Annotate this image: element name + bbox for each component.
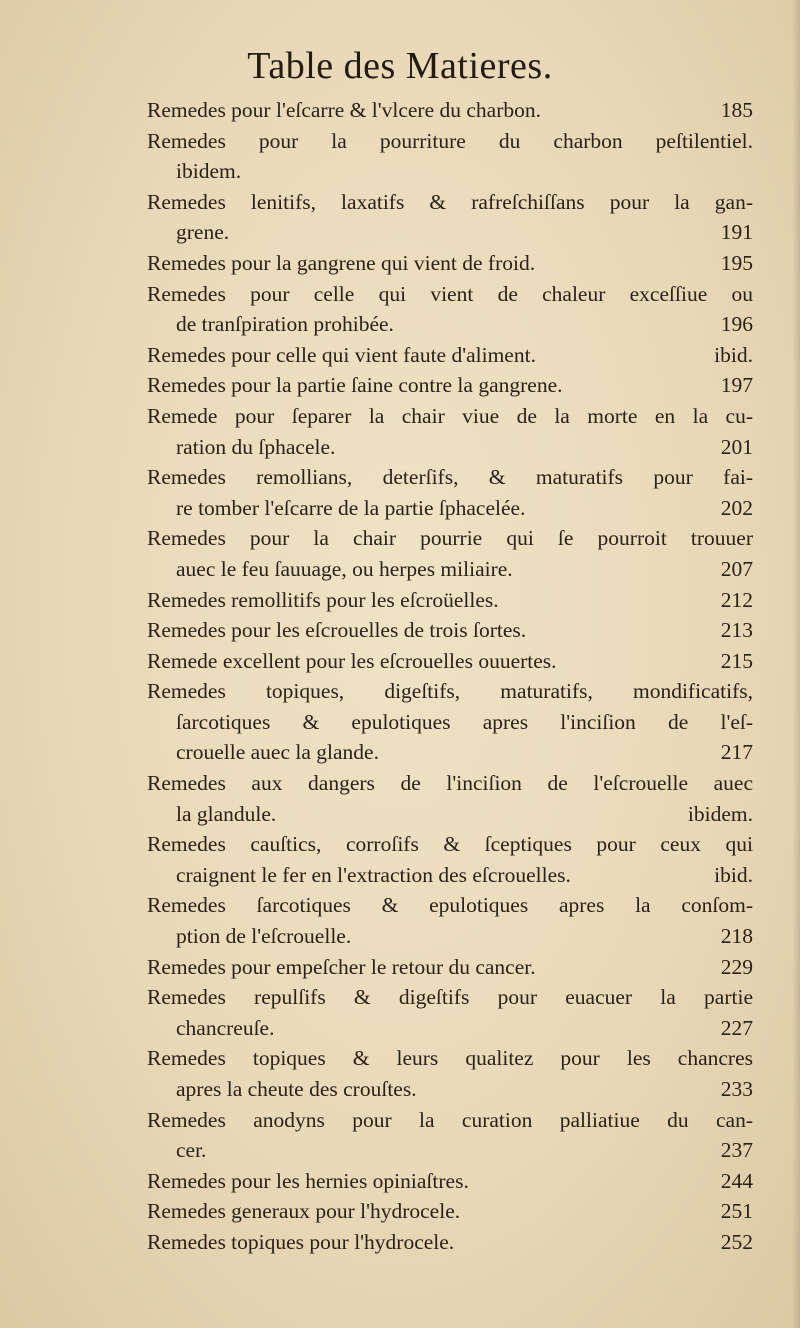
toc-entry-text: Remedes pour les hernies opiniaſtres.: [147, 1168, 469, 1193]
toc-entry: [147, 370, 753, 401]
toc-entry-text: Remedes lenitifs, laxatifs & rafreſchiſſans pour la gan-: [147, 189, 753, 214]
toc-entry: [147, 1227, 753, 1258]
toc-entry-continuation: [147, 921, 753, 952]
toc-entry-text: Remedes pour la pourriture du charbon peſtilentiel.: [147, 128, 753, 153]
toc-entry-page-number: ibidem.: [687, 801, 753, 826]
toc-entry-text: Remedes remollitifs pour les eſcroüelles.: [147, 587, 499, 612]
toc-entry-text: la glandule.: [176, 801, 277, 826]
toc-entry-page-number: ibid.: [714, 862, 753, 887]
toc-entry: [147, 646, 753, 677]
toc-entry-page-number: 237: [720, 1138, 753, 1163]
toc-entry-continuation: [147, 1135, 753, 1166]
toc-entry: [147, 187, 753, 218]
toc-entry-page-number: 202: [720, 495, 753, 520]
toc-entry-text: Remedes topiques & leurs qualitez pour les chancres: [147, 1046, 753, 1071]
toc-entry-page-number: 191: [720, 220, 753, 245]
toc-entry: [147, 340, 753, 371]
toc-entry-text: Remedes pour les eſcrouelles de trois ſortes.: [147, 618, 527, 643]
toc-entry: [147, 462, 753, 493]
toc-entry-page-number: 251: [720, 1199, 753, 1224]
toc-entry-text: Remede pour ſeparer la chair viue de la morte en la cu-: [147, 403, 753, 428]
toc-entry-text: chancreuſe.: [176, 1015, 275, 1040]
toc-entry-text: grene.: [176, 220, 230, 245]
toc-entry-text: ration du ſphacele.: [176, 434, 336, 459]
toc-entry: [147, 615, 753, 646]
toc-entry-text: Remedes pour empeſcher le retour du cancer.: [147, 954, 536, 979]
toc-entry-page-number: 217: [720, 740, 753, 765]
toc-entry: [147, 523, 753, 554]
toc-entry-text: ſarcotiques & epulotiques apres l'inciſion de l'eſ-: [176, 709, 753, 734]
toc-entry: [147, 126, 753, 157]
toc-entry-text: Remedes pour la chair pourrie qui ſe pourroit trouuer: [147, 526, 753, 551]
toc-entry: [147, 829, 753, 860]
toc-entry-page-number: 229: [720, 954, 753, 979]
toc-entry-page-number: 196: [720, 312, 753, 337]
toc-entry-continuation: [147, 432, 753, 463]
toc-entry-continuation: [147, 493, 753, 524]
page-title: Table des Matieres.: [247, 45, 553, 87]
toc-entry-page-number: 207: [720, 556, 753, 581]
toc-entry-text: Remedes generaux pour l'hydrocele.: [147, 1199, 461, 1224]
toc-entry-page-number: 213: [720, 618, 753, 643]
toc-entry-continuation: [147, 1074, 753, 1105]
toc-entry-text: Remedes ſarcotiques & epulotiques apres la conſom-: [147, 893, 753, 918]
toc-entry-continuation: [147, 860, 753, 891]
toc-entry-text: Remedes pour la gangrene qui vient de froid.: [147, 250, 536, 275]
toc-entry: [147, 1043, 753, 1074]
toc-entry-text: cer.: [176, 1138, 207, 1163]
toc-entry-page-number: 197: [720, 373, 753, 398]
toc-entry-continuation: [147, 217, 753, 248]
toc-entry-text: Remedes repulſifs & digeſtifs pour euacuer la partie: [147, 985, 753, 1010]
toc-entry: [147, 890, 753, 921]
toc-entry-page-number: 244: [720, 1168, 753, 1193]
toc-entry-page-number: 195: [720, 250, 753, 275]
toc-entry-page-number: 218: [720, 924, 753, 949]
toc-entry-text: Remedes topiques, digeſtifs, maturatifs, mondificatifs,: [147, 679, 753, 704]
toc-entry-page-number: 252: [720, 1229, 753, 1254]
toc-entry-text: craignent le fer en l'extraction des eſcrouelles.: [176, 862, 571, 887]
toc-entry-page-number: 233: [720, 1077, 753, 1101]
toc-entry-text: Remedes pour celle qui vient de chaleur exceſſiue ou: [147, 281, 753, 306]
toc-entry-text: auec le feu ſauuage, ou herpes miliaire.: [176, 556, 513, 581]
toc-entry: [147, 585, 753, 616]
toc-entry-text: Remedes remollians, deterſifs, & maturatifs pour fai-: [147, 465, 753, 490]
toc-entry: [147, 768, 753, 799]
toc-entry: [147, 982, 753, 1013]
toc-entry-continuation: [147, 1013, 753, 1044]
toc-entry-continuation: [147, 737, 753, 768]
toc-entry-text: Remedes pour l'eſcarre & l'vlcere du charbon.: [147, 98, 541, 122]
toc-entry-page-number: 212: [720, 587, 753, 612]
toc-entry-page-number: 201: [720, 434, 753, 459]
toc-entry-page-number: 227: [720, 1015, 753, 1040]
toc-entry-text: apres la cheute des crouſtes.: [176, 1077, 417, 1101]
toc-entry: [147, 248, 753, 279]
toc-entry: [147, 95, 753, 126]
toc-entry-text: Remedes pour celle qui vient faute d'aliment.: [147, 342, 536, 367]
toc-entry: [147, 401, 753, 432]
toc-entry: [147, 1105, 753, 1136]
toc-entry-text: Remedes aux dangers de l'inciſion de l'eſcrouelle auec: [147, 771, 753, 796]
toc-entry-text: ption de l'eſcrouelle.: [176, 924, 352, 949]
toc-entry-page-number: ibid.: [714, 342, 753, 367]
page-edge-shadow: [792, 0, 800, 1328]
table-of-contents: [147, 95, 753, 1258]
toc-entry-text: ibidem.: [176, 159, 242, 184]
toc-entry-continuation: [147, 309, 753, 340]
toc-entry-text: Remedes anodyns pour la curation palliatiue du can-: [147, 1107, 753, 1132]
toc-entry-text: re tomber l'eſcarre de la partie ſphacelée.: [176, 495, 526, 520]
toc-entry: [147, 1166, 753, 1197]
toc-entry-text: crouelle auec la glande.: [176, 740, 379, 765]
toc-entry: [147, 279, 753, 310]
toc-entry-continuation: [147, 707, 753, 738]
toc-entry-continuation: [147, 799, 753, 830]
toc-entry-text: de tranſpiration prohibée.: [176, 312, 394, 337]
toc-entry-continuation: [147, 156, 753, 187]
toc-entry-page-number: 185: [720, 98, 753, 122]
toc-entry: [147, 1196, 753, 1227]
toc-entry-text: Remedes cauſtics, corroſifs & ſceptiques pour ceux qui: [147, 832, 753, 857]
toc-entry-text: Remedes topiques pour l'hydrocele.: [147, 1229, 455, 1254]
toc-entry-continuation: [147, 554, 753, 585]
toc-entry-text: Remedes pour la partie ſaine contre la gangrene.: [147, 373, 563, 398]
toc-entry-text: Remede excellent pour les eſcrouelles ouuertes.: [147, 648, 557, 673]
toc-entry: [147, 676, 753, 707]
toc-entry-page-number: 215: [720, 648, 753, 673]
toc-entry: [147, 952, 753, 983]
